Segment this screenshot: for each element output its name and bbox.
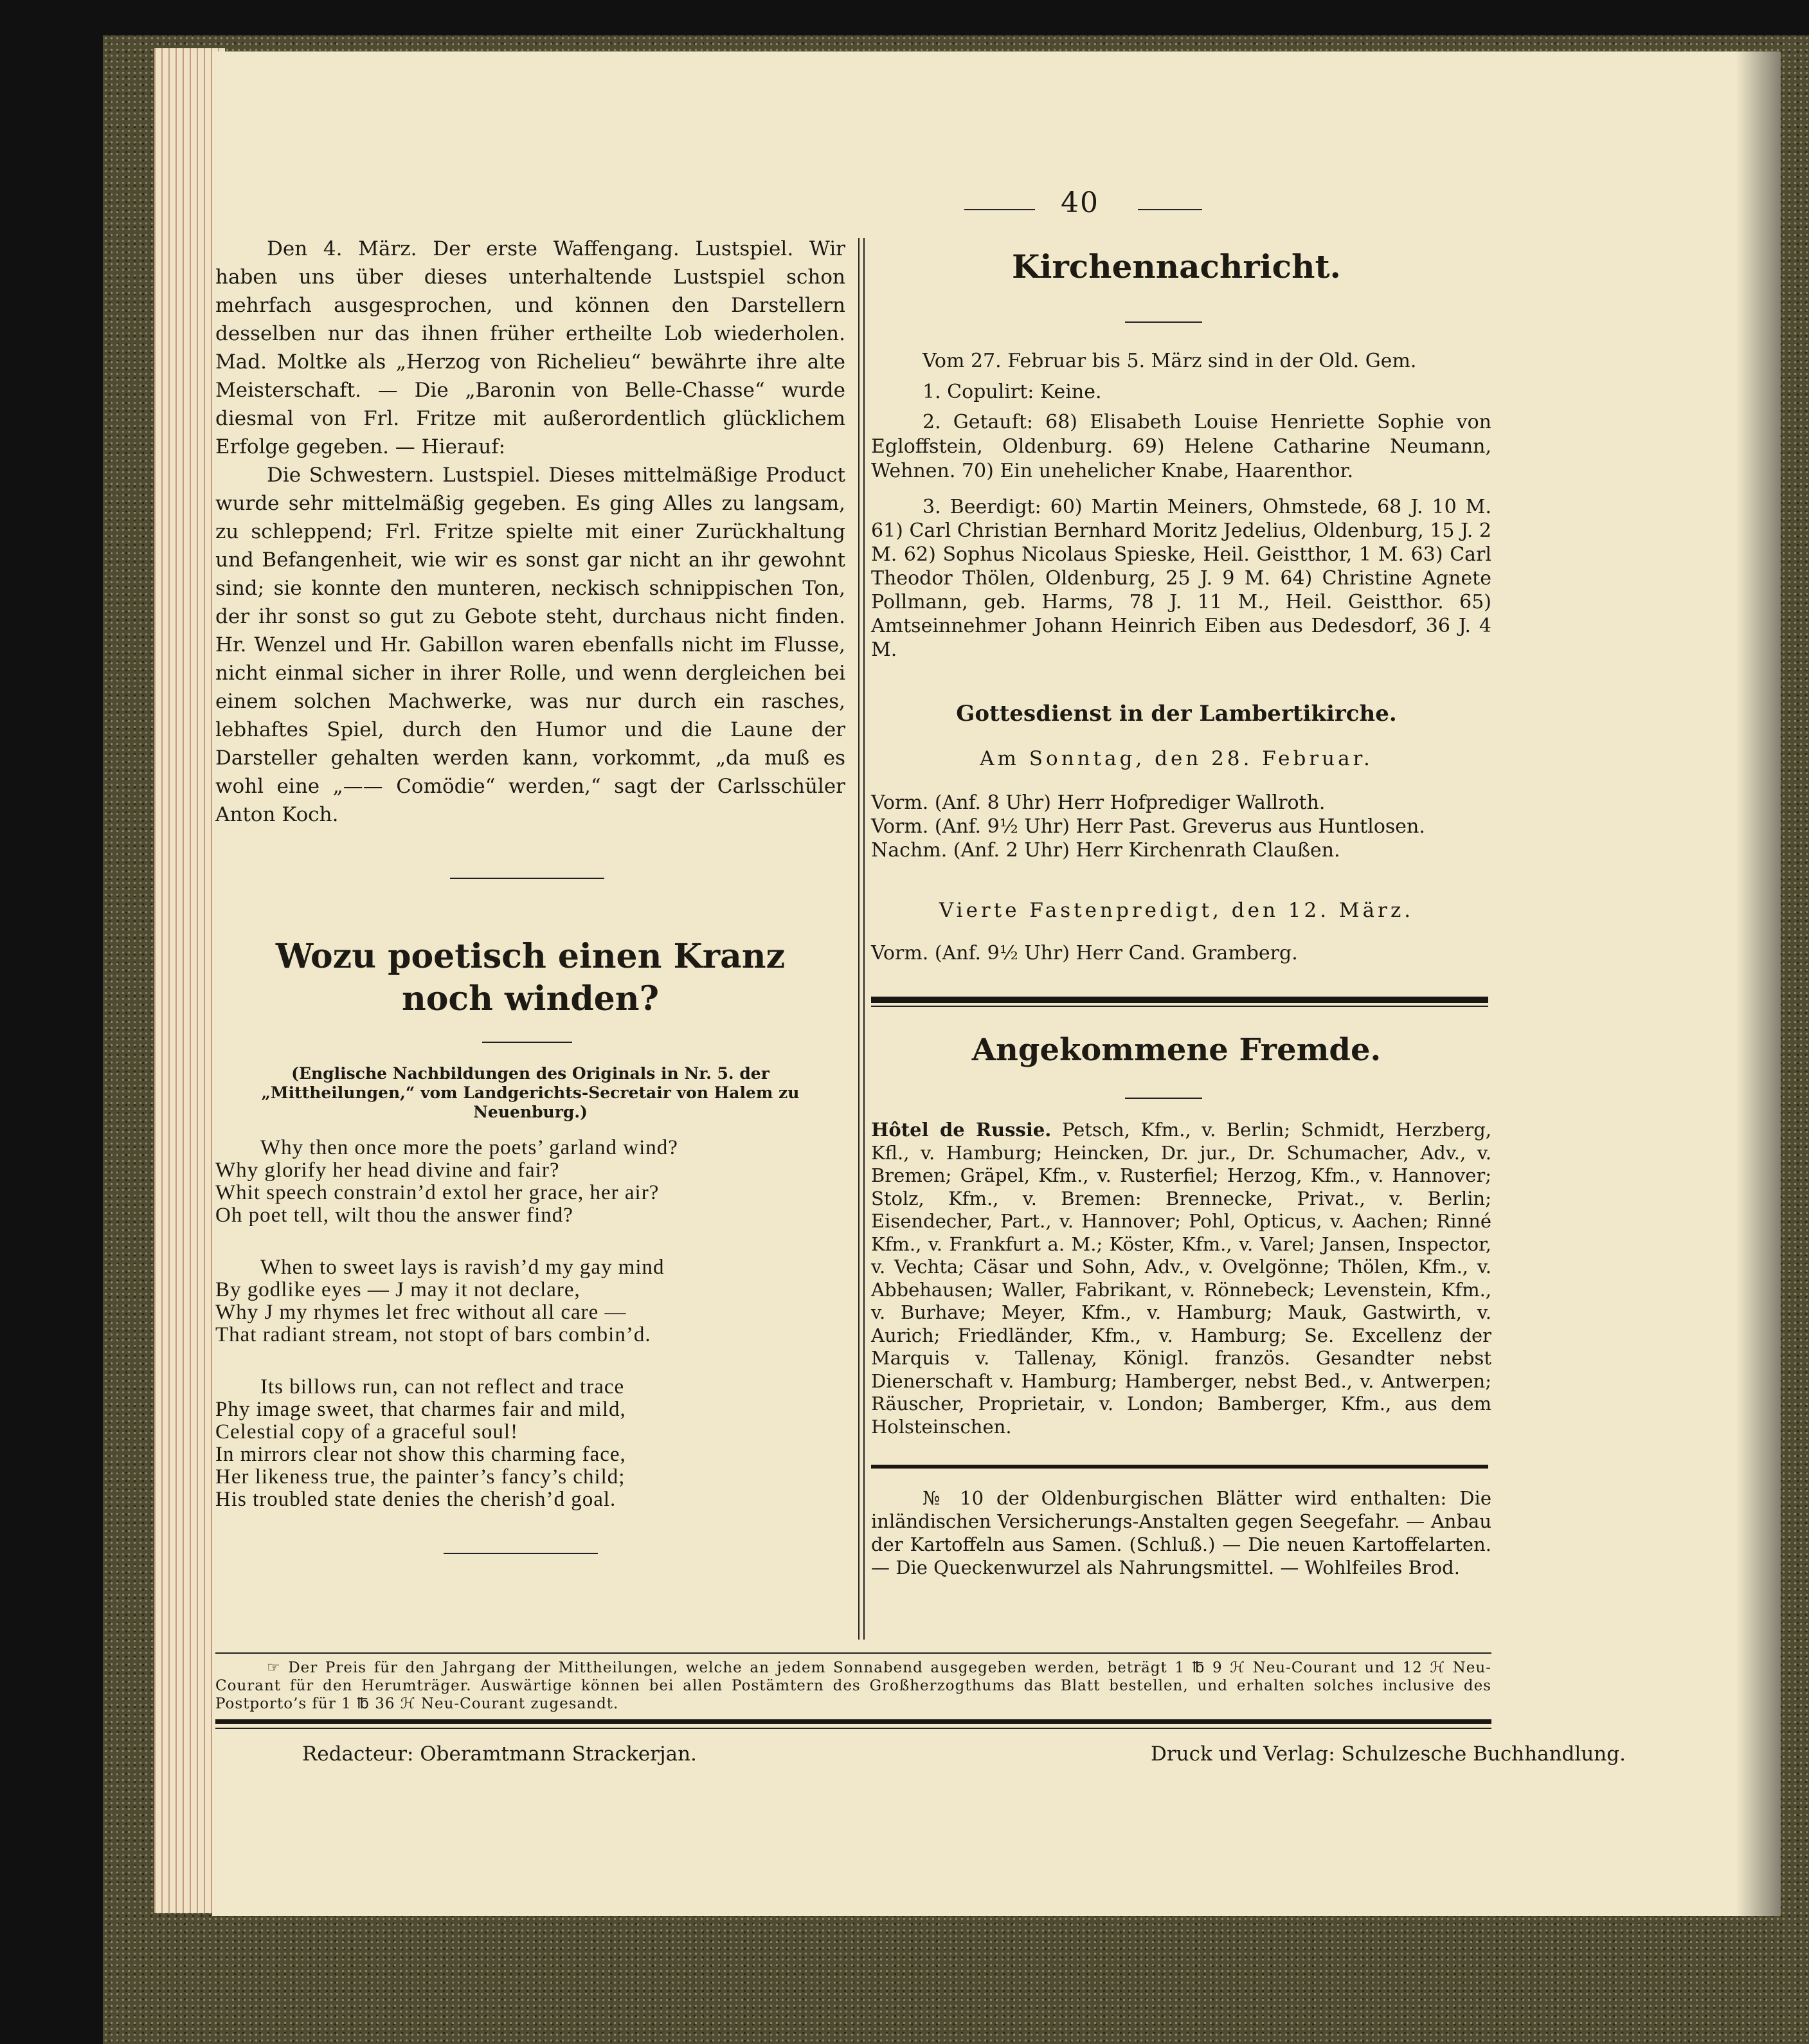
church-beerdigt: 3. Beerdigt: 60) Martin Meiners, Ohmstede, 68 J. 10 M. 61) Carl Christian Bernhard Moritz Jedelius, Oldenburg, 15 J. 2 M. 62) Sophus Nicolaus Spieske, Heil. Geistthor, 1 M. 63) Carl Theodor Thölen, Oldenburg, 25 J. 9 M. 64) Christine Agnete Pollmann, geb. Harms, 78 J. 11 M., Heil. Geistthor. 65) Amtseinnehmer Johann Heinrich Eiben aus Dedesdorf, 36 J. 4 M. bbox=[871, 496, 1491, 661]
footer-druck: Druck und Verlag: Schulzesche Buchhandlung. bbox=[1151, 1742, 1626, 1766]
church-title-rule bbox=[1125, 321, 1202, 323]
poem-note: (Englische Nachbildungen des Originals in Nr. 5. der „Mittheilungen,“ vom Landgerichts-Secretair von Halem zu Neuenburg.) bbox=[261, 1064, 800, 1121]
church-title: Kirchennachricht. bbox=[1012, 248, 1341, 285]
service-lines bbox=[871, 791, 1491, 862]
poem-stanza-3 bbox=[215, 1376, 845, 1511]
poem-title-rule bbox=[482, 1042, 572, 1043]
page-gutter-shadow bbox=[1736, 51, 1781, 1916]
service-line: Vorm. (Anf. 8 Uhr) Herr Hofprediger Wallroth. bbox=[871, 791, 1326, 814]
fasten-title: Vierte Fastenpredigt, den 12. März. bbox=[939, 899, 1414, 922]
strangers-title: Angekommene Fremde. bbox=[971, 1032, 1382, 1068]
column-rule bbox=[863, 238, 865, 1640]
next-issue-notice bbox=[871, 1487, 1491, 1579]
poem-line: In mirrors clear not show this charming face, bbox=[215, 1443, 626, 1466]
poem-stanza-2 bbox=[215, 1256, 845, 1346]
review-paragraph-1: Den 4. März. Der erste Waffengang. Lustspiel. Wir haben uns über dieses unterhaltende Lustspiel schon mehrfach ausgesprochen, und können den Darstellern desselben nur das ihnen früher ertheilte Lob wiederholen. Mad. Moltke als „Herzog von Richelieu“ bewährte ihre alte Meisterschaft. — Die „Baronin von Belle-Chasse“ wurde diesmal von Frl. Fritze mit außerordentlich glücklichem Erfolge gegeben. — Hierauf: bbox=[215, 237, 845, 458]
strangers-title-rule bbox=[1125, 1098, 1202, 1099]
poem-line: Phy image sweet, that charmes fair and mild, bbox=[215, 1398, 626, 1421]
poem-line: Its billows run, can not reflect and trace bbox=[260, 1375, 625, 1398]
notice-top-rule bbox=[215, 1652, 1491, 1654]
poem-end-rule bbox=[444, 1553, 598, 1554]
newspaper-page bbox=[212, 51, 1781, 1916]
price-notice-text: ☞ Der Preis für den Jahrgang der Mittheilungen, welche an jedem Sonnabend ausgegeben werden, beträgt 1 ℔ 9 ℋ Neu-Courant und 12 ℋ Neu-Courant für den Herumträger. Auswärtige können bei allen Postämtern des Großherzogthums das Blatt bestellen, und erhalten solches inclusive des Postporto’s für 1 ℔ 36 ℋ Neu-Courant zugesandt. bbox=[215, 1660, 1491, 1712]
poem-line: Why J my rhymes let frec without all care — bbox=[215, 1301, 627, 1324]
church-getauft: 2. Getauft: 68) Elisabeth Louise Henriette Sophie von Egloffstein, Oldenburg. 69) Helene Catharine Neumann, Wehnen. 70) Ein unehelicher Knabe, Haarenthor. bbox=[871, 411, 1491, 482]
service-title: Gottesdienst in der Lambertikirche. bbox=[956, 701, 1397, 727]
poem-line: His troubled state denies the cherish’d goal. bbox=[215, 1488, 616, 1511]
strangers-text: Petsch, Kfm., v. Berlin; Schmidt, Herzberg, Kfl., v. Hamburg; Heincken, Dr. jur., Dr. Schumacher, Adv., v. Bremen; Gräpel, Kfm., v. Rusterfiel; Herzog, Kfm., v. Hannover; Stolz, Kfm., v. Bremen: Brennecke, Privat., v. Berlin; Eisendecher, Part., v. Hannover; Pohl, Opticus, v. Aachen; Rinné Kfm., v. Frankfurt a. M.; Köster, Kfm., v. Varel; Jansen, Inspector, v. Vechta; Cäsar und Sohn, Adv., v. Ovelgönne; Thölen, Kfm., v. Abbehausen; Waller, Fabrikant, v. Rönnebeck; Levenstein, Kfm., v. Burhave; Meyer, Kfm., v. Hamburg; Mauk, Gastwirth, v. Aurich; Friedländer, Kfm., v. Hamburg; Se. Excellenz der Marquis v. Tallenay, Königl. französ. Gesandter nebst Dienerschaft v. Hamburg; Hamberger, nebst Bed., v. Antwerpen; Räuscher, Proprietair, v. London; Bamberger, Kfm., aus dem Holsteinschen. bbox=[871, 1119, 1491, 1438]
section-divider bbox=[450, 878, 604, 879]
footer-thin-rule bbox=[215, 1728, 1491, 1729]
section-thick-rule bbox=[871, 1465, 1488, 1469]
church-news bbox=[871, 348, 1491, 662]
next-issue-text: № 10 der Oldenburgischen Blätter wird enthalten: Die inländischen Versicherungs-Anstalten gegen Seegefahr. — Anbau der Kartoffeln aus Samen. (Schluß.) — Die neuen Kartoffelarten. — Die Queckenwurzel als Nahrungsmittel. — Wohlfeiles Brod. bbox=[871, 1487, 1491, 1578]
column-rule bbox=[858, 238, 860, 1640]
footer-thick-rule bbox=[215, 1719, 1491, 1724]
service-line: Vorm. (Anf. 9½ Uhr) Herr Past. Greverus aus Huntlosen. bbox=[871, 815, 1425, 838]
service-line: Nachm. (Anf. 2 Uhr) Herr Kirchenrath Claußen. bbox=[871, 839, 1340, 862]
poem-line: Oh poet tell, wilt thou the answer find? bbox=[215, 1204, 573, 1227]
price-notice bbox=[215, 1659, 1491, 1713]
fasten-line: Vorm. (Anf. 9½ Uhr) Herr Cand. Gramberg. bbox=[871, 942, 1298, 964]
poem-line: Why then once more the poets’ garland wind? bbox=[260, 1136, 678, 1159]
footer-redacteur: Redacteur: Oberamtmann Strackerjan. bbox=[302, 1742, 697, 1766]
poem-line: Celestial copy of a graceful soul! bbox=[215, 1420, 519, 1443]
page-number-rule-left bbox=[964, 209, 1035, 210]
section-thin-rule bbox=[871, 1006, 1488, 1007]
poem-line: That radiant stream, not stopt of bars combin’d. bbox=[215, 1323, 651, 1346]
poem-line: Why glorify her head divine and fair? bbox=[215, 1159, 560, 1182]
review-paragraph-2: Die Schwestern. Lustspiel. Dieses mittelmäßige Product wurde sehr mittelmäßig gegeben. Es ging Alles zu langsam, zu schleppend; Frl. Fritze spielte mit einer Zurückhaltung und Befangenheit, wie wir es sonst gar nicht an ihr gewohnt sind; sie konnte den munteren, neckisch schnippischen Ton, der ihr sonst so gut zu Gebote steht, durchaus nicht finden. Hr. Wenzel und Hr. Gabillon waren ebenfalls nicht im Flusse, nicht einmal sicher in ihrer Rolle, und wenn dergleichen bei einem solchen Machwerke, was nur durch ein rasches, lebhaftes Spiel, durch den Humor und die Laune der Darsteller gehalten werden kann, vorkommt, „da muß es wohl eine „—— Comödie“ werden,“ sagt der Carlsschüler Anton Koch. bbox=[215, 464, 845, 826]
poem-line: When to sweet lays is ravish’d my gay mind bbox=[260, 1256, 665, 1279]
church-intro: Vom 27. Februar bis 5. März sind in der Old. Gem. bbox=[923, 350, 1417, 372]
page-number-rule-right bbox=[1138, 209, 1202, 210]
hotel-name: Hôtel de Russie. bbox=[871, 1119, 1052, 1141]
strangers-list bbox=[871, 1119, 1491, 1438]
poem-line: Whit speech constrain’d extol her grace, her air? bbox=[215, 1181, 660, 1204]
poem-stanza-1 bbox=[215, 1137, 845, 1227]
church-copulirt: 1. Copulirt: Keine. bbox=[923, 381, 1102, 403]
poem-line: By godlike eyes — J may it not declare, bbox=[215, 1278, 580, 1301]
page-number: 40 bbox=[1061, 186, 1099, 219]
poem-body bbox=[215, 1137, 845, 1541]
section-thick-rule bbox=[871, 997, 1488, 1003]
poem-line: Her likeness true, the painter’s fancy’s child; bbox=[215, 1465, 626, 1488]
poem-title: Wozu poetisch einen Kranz noch winden? bbox=[275, 937, 786, 1018]
service-sunday: Am Sonntag, den 28. Februar. bbox=[980, 747, 1373, 770]
theatre-review bbox=[215, 235, 845, 829]
